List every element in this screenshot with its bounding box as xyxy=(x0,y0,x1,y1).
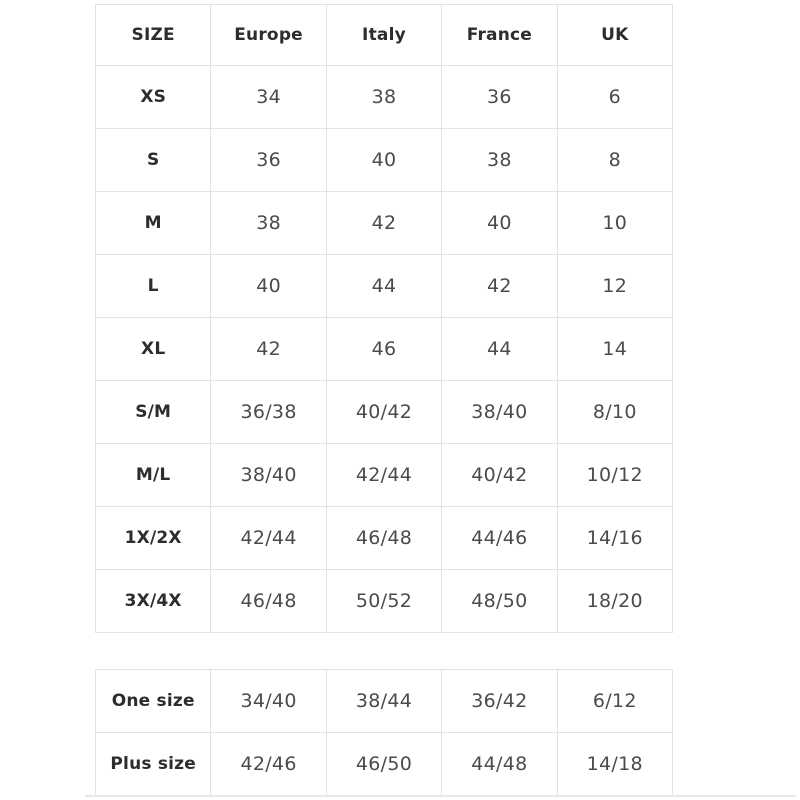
column-header-italy: Italy xyxy=(326,5,441,66)
bottom-divider xyxy=(85,795,796,797)
size-value-cell: 40 xyxy=(326,129,441,192)
size-value-cell: 42/44 xyxy=(326,444,441,507)
size-value-cell: 46/50 xyxy=(326,733,441,796)
table-gap xyxy=(95,633,673,669)
size-value-cell: 40/42 xyxy=(442,444,557,507)
size-conversion-tables xyxy=(95,4,673,796)
size-label-cell: M xyxy=(96,192,211,255)
size-value-cell: 8 xyxy=(557,129,672,192)
size-value-cell: 44 xyxy=(442,318,557,381)
table-row xyxy=(96,570,673,633)
size-label-cell: Plus size xyxy=(96,733,211,796)
table-row xyxy=(96,129,673,192)
table-row xyxy=(96,507,673,570)
column-header-europe: Europe xyxy=(211,5,326,66)
size-value-cell: 38 xyxy=(326,66,441,129)
size-value-cell: 6 xyxy=(557,66,672,129)
size-value-cell: 46/48 xyxy=(326,507,441,570)
size-value-cell: 38/40 xyxy=(442,381,557,444)
size-table-body xyxy=(96,66,673,633)
table-row xyxy=(96,381,673,444)
size-label-cell: XS xyxy=(96,66,211,129)
size-value-cell: 42/44 xyxy=(211,507,326,570)
size-value-cell: 40 xyxy=(442,192,557,255)
size-value-cell: 36/38 xyxy=(211,381,326,444)
special-size-table-body xyxy=(96,670,673,796)
size-label-cell: M/L xyxy=(96,444,211,507)
size-value-cell: 50/52 xyxy=(326,570,441,633)
header-row xyxy=(96,5,673,66)
size-value-cell: 36 xyxy=(442,66,557,129)
table-row xyxy=(96,66,673,129)
size-value-cell: 14/16 xyxy=(557,507,672,570)
size-value-cell: 38/44 xyxy=(326,670,441,733)
size-value-cell: 36 xyxy=(211,129,326,192)
size-label-cell: S xyxy=(96,129,211,192)
table-row xyxy=(96,444,673,507)
size-value-cell: 6/12 xyxy=(557,670,672,733)
size-value-cell: 46/48 xyxy=(211,570,326,633)
size-label-cell: One size xyxy=(96,670,211,733)
table-row xyxy=(96,318,673,381)
size-value-cell: 38 xyxy=(442,129,557,192)
size-value-cell: 44/48 xyxy=(442,733,557,796)
table-row xyxy=(96,192,673,255)
size-value-cell: 38 xyxy=(211,192,326,255)
table-row xyxy=(96,670,673,733)
size-value-cell: 36/42 xyxy=(442,670,557,733)
size-value-cell: 14 xyxy=(557,318,672,381)
size-value-cell: 46 xyxy=(326,318,441,381)
size-value-cell: 40/42 xyxy=(326,381,441,444)
size-value-cell: 48/50 xyxy=(442,570,557,633)
size-value-cell: 38/40 xyxy=(211,444,326,507)
size-value-cell: 42 xyxy=(442,255,557,318)
size-label-cell: 3X/4X xyxy=(96,570,211,633)
size-value-cell: 14/18 xyxy=(557,733,672,796)
size-value-cell: 10 xyxy=(557,192,672,255)
size-value-cell: 40 xyxy=(211,255,326,318)
column-header-size: SIZE xyxy=(96,5,211,66)
size-conversion-table xyxy=(95,4,673,633)
size-label-cell: 1X/2X xyxy=(96,507,211,570)
size-value-cell: 42 xyxy=(211,318,326,381)
special-size-table xyxy=(95,669,673,796)
size-value-cell: 10/12 xyxy=(557,444,672,507)
column-header-france: France xyxy=(442,5,557,66)
size-label-cell: L xyxy=(96,255,211,318)
size-value-cell: 8/10 xyxy=(557,381,672,444)
size-value-cell: 42 xyxy=(326,192,441,255)
size-value-cell: 44/46 xyxy=(442,507,557,570)
size-label-cell: S/M xyxy=(96,381,211,444)
size-value-cell: 44 xyxy=(326,255,441,318)
table-row xyxy=(96,733,673,796)
table-row xyxy=(96,255,673,318)
size-value-cell: 42/46 xyxy=(211,733,326,796)
size-value-cell: 12 xyxy=(557,255,672,318)
size-label-cell: XL xyxy=(96,318,211,381)
size-value-cell: 34 xyxy=(211,66,326,129)
size-value-cell: 18/20 xyxy=(557,570,672,633)
column-header-uk: UK xyxy=(557,5,672,66)
size-value-cell: 34/40 xyxy=(211,670,326,733)
